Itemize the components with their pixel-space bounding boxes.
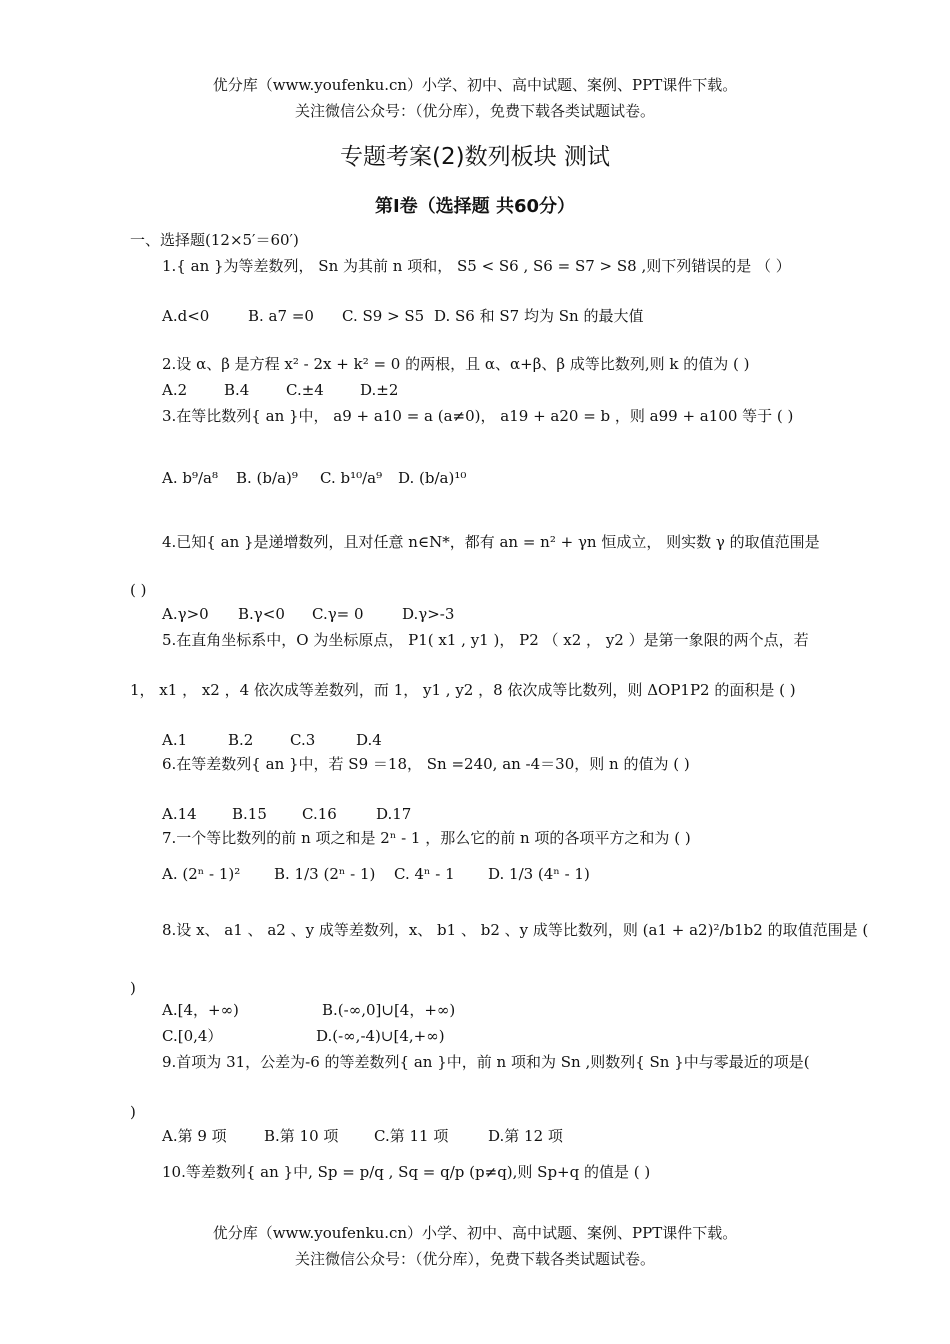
q3-option-c: C. b¹⁰/a⁹	[320, 469, 383, 487]
q7-option-a: A. (2ⁿ - 1)²	[162, 865, 241, 883]
question-3-stem: 3.在等比数列{ an }中， a9 + a10 = a (a≠0)， a19 + a20 = b ，则 a99 + a100 等于 ( )	[162, 407, 794, 425]
q8-option-d: D.(-∞,-4)∪[4,+∞)	[316, 1027, 445, 1045]
q5-option-d: D.4	[356, 731, 382, 749]
q1-option-a: A.d<0	[162, 307, 210, 325]
question-7-stem: 7.一个等比数列的前 n 项之和是 2ⁿ - 1 ，那么它的前 n 项的各项平方之和为 ( )	[162, 829, 691, 847]
q1-option-c: C. S9 > S5	[342, 307, 425, 325]
q2-option-a: A.2	[162, 381, 188, 399]
q8-option-b: B.(-∞,0]∪[4，+∞)	[322, 1001, 456, 1019]
header-line-1: 优分库（www.youfenku.cn）小学、初中、高中试题、案例、PPT课件下载。	[212, 76, 738, 94]
q6-option-b: B.15	[232, 805, 267, 823]
q7-option-d: D. 1/3 (4ⁿ - 1)	[488, 865, 590, 883]
q3-option-a: A. b⁹/a⁸	[162, 469, 218, 487]
question-8-stem: 8.设 x、 a1 、 a2 、y 成等差数列，x、 b1 、 b2 、y 成等比数列，则 (a1 + a2)²/b1b2 的取值范围是 (	[162, 921, 869, 939]
q2-option-b: B.4	[224, 381, 250, 399]
question-10-stem: 10.等差数列{ an }中, Sp = p/q , Sq = q/p (p≠q),则 Sp+q 的值是 ( )	[162, 1163, 651, 1181]
question-5-stem-continued: 1， x1 ， x2 ，4 依次成等差数列，而 1， y1 , y2 ，8 依次成等比数列，则 ΔOP1P2 的面积是 ( )	[130, 681, 796, 699]
q6-option-a: A.14	[162, 805, 197, 823]
question-4-stem: 4.已知{ an }是递增数列，且对任意 n∈N*，都有 an = n² + γn 恒成立， 则实数 γ 的取值范围是	[162, 533, 820, 551]
q5-option-c: C.3	[290, 731, 316, 749]
question-8-bracket: )	[130, 979, 136, 997]
q1-option-b: B. a7 =0	[248, 307, 314, 325]
q8-option-a: A.[4，+∞)	[162, 1001, 239, 1019]
q8-option-c: C.[0,4）	[162, 1027, 223, 1045]
question-9-bracket: )	[130, 1103, 136, 1121]
q7-option-b: B. 1/3 (2ⁿ - 1)	[274, 865, 376, 883]
q7-option-c: C. 4ⁿ - 1	[394, 865, 455, 883]
q9-option-a: A.第 9 项	[162, 1127, 227, 1145]
q4-option-d: D.γ>-3	[402, 605, 455, 623]
document-subtitle: 第Ⅰ卷（选择题 共60分）	[374, 196, 575, 217]
q4-option-b: B.γ<0	[238, 605, 285, 623]
q6-option-c: C.16	[302, 805, 337, 823]
question-2-stem: 2.设 α、β 是方程 x² - 2x + k² = 0 的两根，且 α、α+β、β 成等比数列,则 k 的值为 ( )	[162, 355, 750, 373]
q9-option-d: D.第 12 项	[488, 1127, 563, 1145]
question-4-bracket: ( )	[130, 581, 147, 599]
header-line-2: 关注微信公众号：（优分库），免费下载各类试题试卷。	[294, 102, 655, 120]
q9-option-b: B.第 10 项	[264, 1127, 339, 1145]
footer-line-1: 优分库（www.youfenku.cn）小学、初中、高中试题、案例、PPT课件下载。	[212, 1224, 738, 1242]
q3-option-b: B. (b/a)⁹	[236, 469, 298, 487]
q3-option-d: D. (b/a)¹⁰	[398, 469, 467, 487]
q5-option-a: A.1	[162, 731, 188, 749]
q6-option-d: D.17	[376, 805, 412, 823]
question-6-stem: 6.在等差数列{ an }中，若 S9 ＝18， Sn =240, an -4＝30，则 n 的值为 ( )	[162, 755, 690, 773]
question-5-stem: 5.在直角坐标系中，O 为坐标原点， P1( x1 , y1 )， P2 （ x2 ， y2 ）是第一象限的两个点，若	[162, 631, 809, 649]
q1-option-d: D. S6 和 S7 均为 Sn 的最大值	[434, 307, 644, 325]
document-title: 专题考案(2)数列板块 测试	[340, 144, 610, 170]
question-9-stem: 9.首项为 31，公差为-6 的等差数列{ an }中，前 n 项和为 Sn ,则数列{ Sn }中与零最近的项是(	[162, 1053, 810, 1071]
q2-option-c: C.±4	[286, 381, 324, 399]
footer-line-2: 关注微信公众号：（优分库），免费下载各类试题试卷。	[294, 1250, 655, 1268]
q2-option-d: D.±2	[360, 381, 399, 399]
question-1-stem: 1.{ an }为等差数列， Sn 为其前 n 项和， S5 < S6 , S6 = S7 > S8 ,则下列错误的是 （ ）	[162, 257, 791, 275]
section-heading: 一、选择题(12×5′＝60′)	[130, 231, 299, 249]
q4-option-c: C.γ= 0	[312, 605, 364, 623]
q4-option-a: A.γ>0	[162, 605, 209, 623]
q5-option-b: B.2	[228, 731, 254, 749]
q9-option-c: C.第 11 项	[374, 1127, 449, 1145]
